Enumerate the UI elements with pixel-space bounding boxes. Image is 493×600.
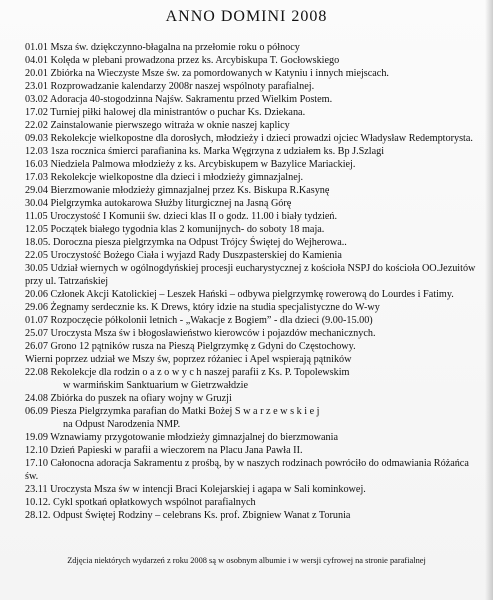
list-item: 19.09 Wznawiamy przygotowanie młodzieży gimnazjalnej do bierzmowania [25, 432, 338, 443]
list-item: 17.03 Rekolekcje wielkopostne dla dzieci i młodzieży gimnazjalnej. [25, 172, 304, 183]
footnote: Zdjęcia niektórych wydarzeń z roku 2008 są w osobnym albumie i w wersji cyfrowej na stronie parafialnej [67, 556, 426, 565]
list-item: Wierni poprzez udział we Mszy św, poprzez różaniec i Apel wspierają pątników [25, 354, 352, 365]
list-item: 01.01 Msza św. dziękczynno-błagalna na przełomie roku o północy [25, 42, 300, 53]
list-item: w warmińskim Sanktuarium w Gietrzwałdzie [63, 380, 249, 391]
list-item: 22.08 Rekolekcje dla rodzin o a z o w y c h naszej parafii z Ks. P. Topolewskim [25, 367, 350, 378]
list-item: 01.07 Rozpoczęcie półkolonii letnich - „Wakacje z Bogiem” - dla dzieci (9.00-15.00) [25, 315, 373, 326]
list-item: 04.01 Kolęda w plebani prowadzona przez ks. Arcybiskupa T. Gocłowskiego [25, 55, 340, 66]
list-item: 17.10 Całonocna adoracja Sakramentu z prośbą, by w naszych rodzinach powróciło do odmawiania Różańca św. [25, 458, 469, 482]
list-item: 23.11 Uroczysta Msza św w intencji Braci Kolejarskiej i agapa w Sali kominkowej. [25, 484, 366, 495]
list-item: 09.03 Rekolekcje wielkopostne dla dorosłych, młodzieży i dzieci prowadzi ojciec Władysław Redemptorysta. [25, 133, 473, 144]
list-item: na Odpust Narodzenia NMP. [63, 419, 181, 430]
list-item: 29.04 Bierzmowanie młodzieży gimnazjalnej przez Ks. Biskupa R.Kasynę [25, 185, 330, 196]
list-item: 11.05 Uroczystość I Komunii św. dzieci klas II o godz. 11.00 i biały tydzień. [25, 211, 338, 222]
list-item: 03.02 Adoracja 40-stogodzinna Najśw. Sakramentu przed Wielkim Postem. [25, 94, 333, 105]
list-item: 30.04 Pielgrzymka autokarowa Służby liturgicznej na Jasną Górę [25, 198, 292, 209]
list-item: 29.06 Żegnamy serdecznie ks. K Drews, który idzie na studia specjalistyczne do W-wy [25, 302, 380, 313]
list-item: 28.12. Odpust Świętej Rodziny – celebrans Ks. prof. Zbigniew Wanat z Torunia [25, 510, 351, 521]
list-item: 30.05 Udział wiernych w ogólnogdyńskiej procesji eucharystycznej z kościoła NSPJ do kościoła OO.Jezuitów przy ul. Tatrzańskiej [25, 263, 476, 287]
list-item: 20.06 Członek Akcji Katolickiej – Leszek Hański – odbywa pielgrzymkę rowerową do Lourdes i Fatimy. [25, 289, 454, 300]
list-item: 06.09 Piesza Pielgrzymka parafian do Matki Bożej S w a r z e w s k i e j [25, 406, 320, 417]
list-item: 24.08 Zbiórka do puszek na ofiary wojny w Gruzji [25, 393, 232, 404]
list-item: 18.05. Doroczna piesza pielgrzymka na Odpust Trójcy Świętej do Wejherowa.. [25, 237, 347, 248]
list-item: 12.10 Dzień Papieski w parafii a wieczorem na Placu Jana Pawła II. [25, 445, 303, 456]
list-item: 12.03 1sza rocznica śmierci parafianina ks. Marka Węgrzyna z udziałem ks. Bp J.Szlagi [25, 146, 385, 157]
list-item: 23.01 Rozprowadzanie kalendarzy 2008r naszej wspólnoty parafialnej. [25, 81, 315, 92]
list-item: 12.05 Początek białego tygodnia klas 2 komunijnych- do soboty 18 maja. [25, 224, 325, 235]
list-item: 20.01 Zbiórka na Wieczyste Msze św. za pomordowanych w Katyniu i innych miejscach. [25, 68, 389, 79]
list-item: 22.05 Uroczystość Bożego Ciała i wyjazd Rady Duszpasterskiej do Kamienia [25, 250, 342, 261]
page-edge-shadow [485, 0, 493, 600]
list-item: 26.07 Grono 12 pątników rusza na Pieszą Pielgrzymkę z Gdyni do Częstochowy. [25, 341, 356, 352]
page-title: ANNO DOMINI 2008 [165, 8, 328, 25]
list-item: 25.07 Uroczysta Msza św i błogosławieństwo kierowców i pojazdów mechanicznych. [25, 328, 376, 339]
event-list [25, 41, 480, 522]
list-item: 17.02 Turniej piłki halowej dla ministrantów o puchar Ks. Dziekana. [25, 107, 306, 118]
list-item: 22.02 Zainstalowanie pierwszego witraża w oknie naszej kaplicy [25, 120, 290, 131]
list-item: 10.12. Cykl spotkań opłatkowych wspólnot parafialnych [25, 497, 256, 508]
list-item: 16.03 Niedziela Palmowa młodzieży z ks. Arcybiskupem w Bazylice Mariackiej. [25, 159, 356, 170]
